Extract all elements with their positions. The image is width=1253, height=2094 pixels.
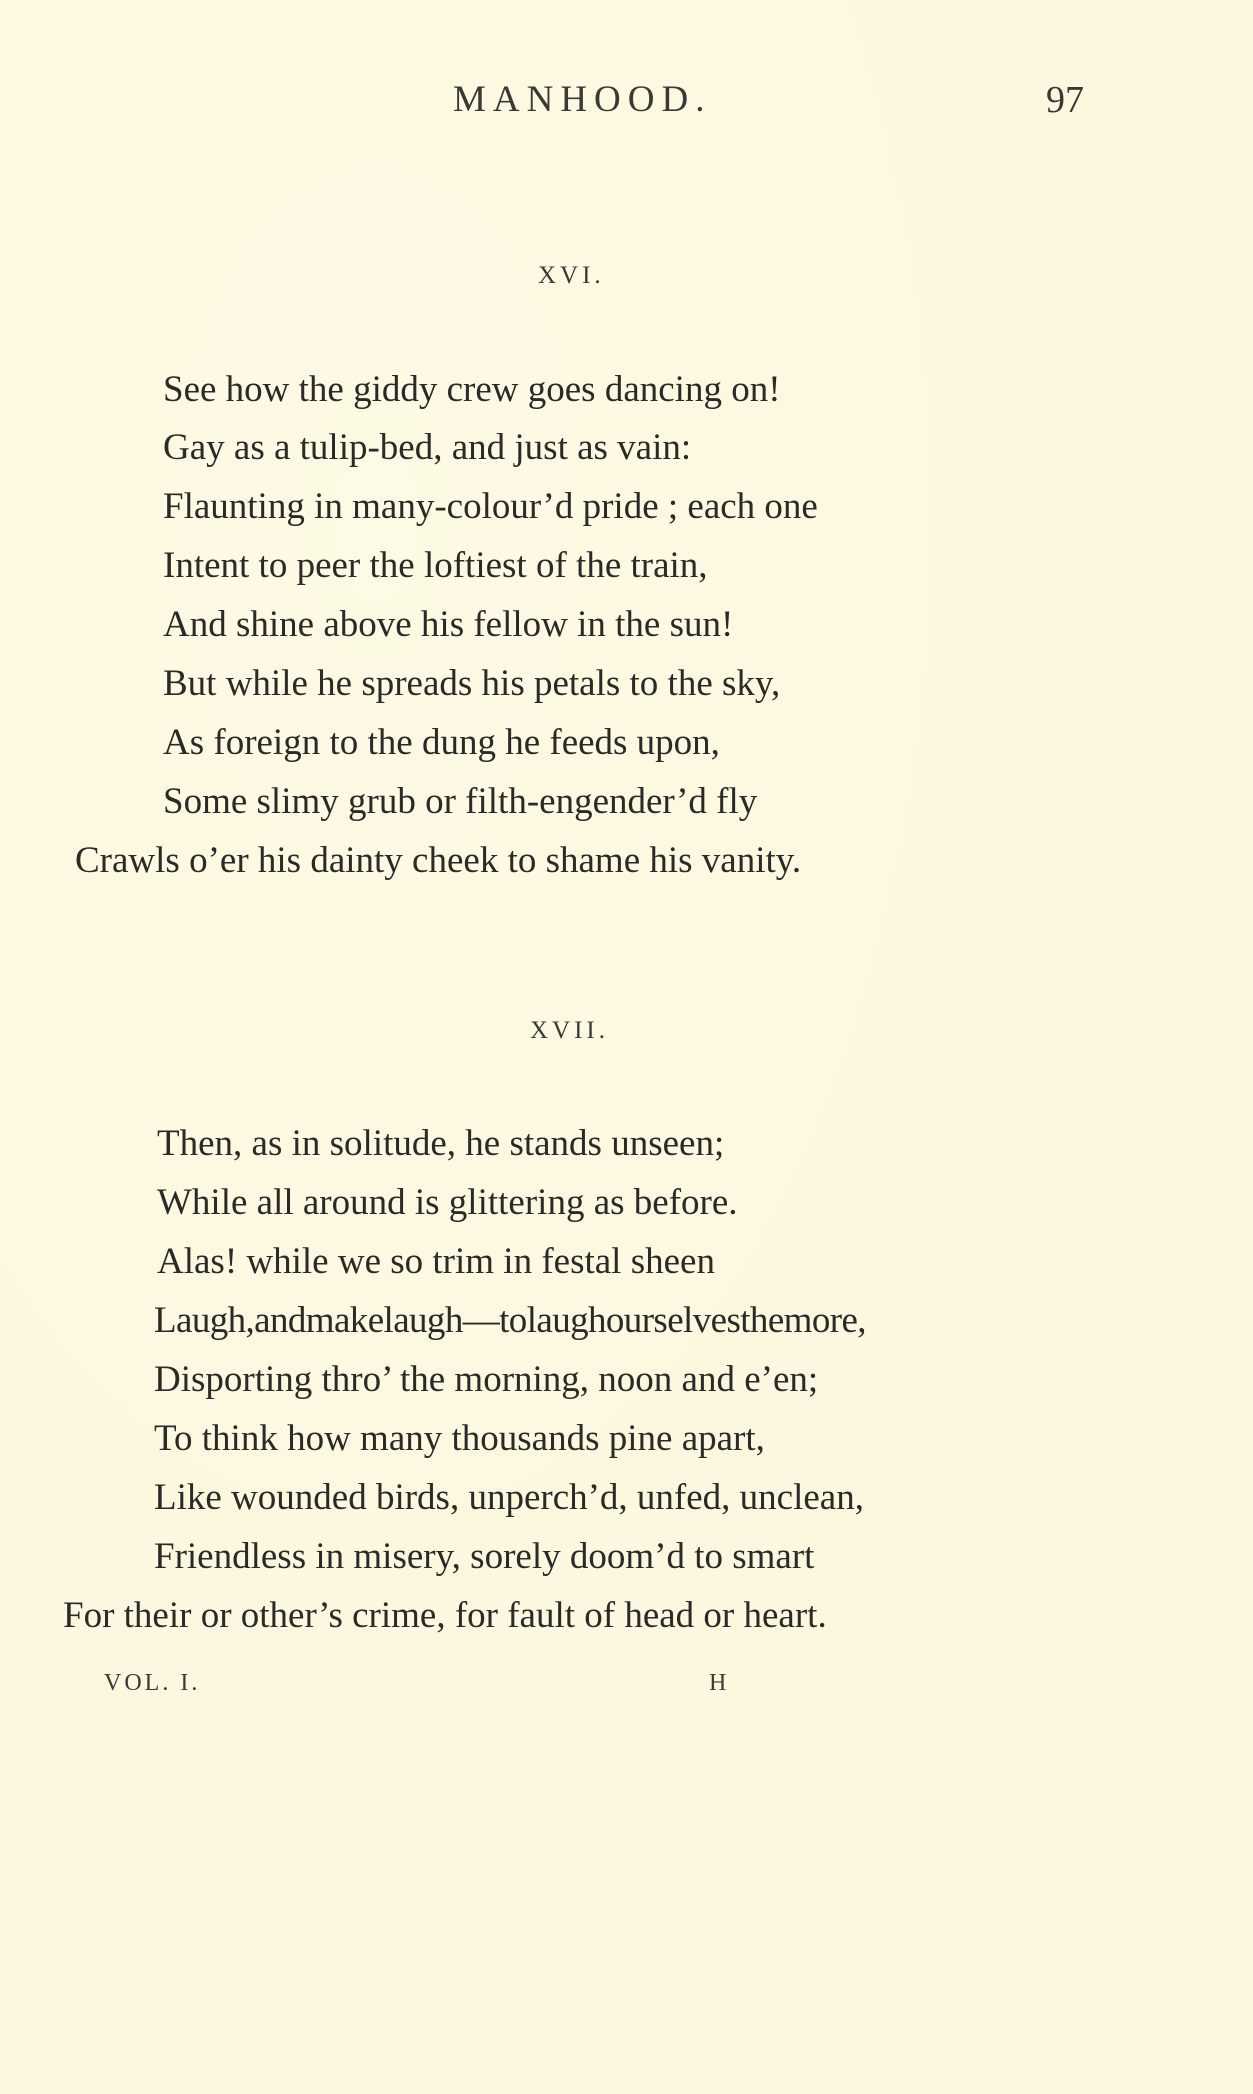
verse-line: Then, as in solitude, he stands unseen; (157, 1123, 725, 1164)
verse-line: See how the giddy crew goes dancing on! (163, 369, 781, 410)
gathering-signature: H (709, 1670, 727, 1696)
verse-line: Flaunting in many-colour’d pride ; each one (163, 486, 818, 527)
verse-line: Laugh,andmakelaugh—tolaughourselvesthemore, (154, 1300, 866, 1341)
verse-line: Friendless in misery, sorely doom’d to smart (154, 1536, 815, 1577)
verse-line: Like wounded birds, unperch’d, unfed, unclean, (154, 1477, 864, 1518)
verse-line: For their or other’s crime, for fault of head or heart. (63, 1595, 827, 1636)
verse-line: And shine above his fellow in the sun! (163, 604, 734, 645)
verse-line: Some slimy grub or filth-engender’d fly (163, 781, 758, 822)
stanza-number-xvii: XVII. (530, 1017, 610, 1044)
stanza-number-xvi: XVI. (538, 262, 605, 289)
verse-line: To think how many thousands pine apart, (154, 1418, 765, 1459)
verse-line: As foreign to the dung he feeds upon, (163, 722, 720, 763)
verse-line: Intent to peer the loftiest of the train, (163, 545, 708, 586)
verse-line: But while he spreads his petals to the sky, (163, 663, 781, 704)
verse-line: Alas! while we so trim in festal sheen (157, 1241, 715, 1282)
verse-line: Disporting thro’ the morning, noon and e’en; (154, 1359, 819, 1400)
verse-line: While all around is glittering as before. (157, 1182, 738, 1223)
page-number: 97 (1046, 79, 1084, 121)
running-title: MANHOOD. (453, 79, 712, 120)
verse-line: Gay as a tulip-bed, and just as vain: (163, 427, 692, 468)
volume-signature: VOL. I. (104, 1670, 201, 1696)
verse-line: Crawls o’er his dainty cheek to shame his vanity. (75, 840, 802, 881)
